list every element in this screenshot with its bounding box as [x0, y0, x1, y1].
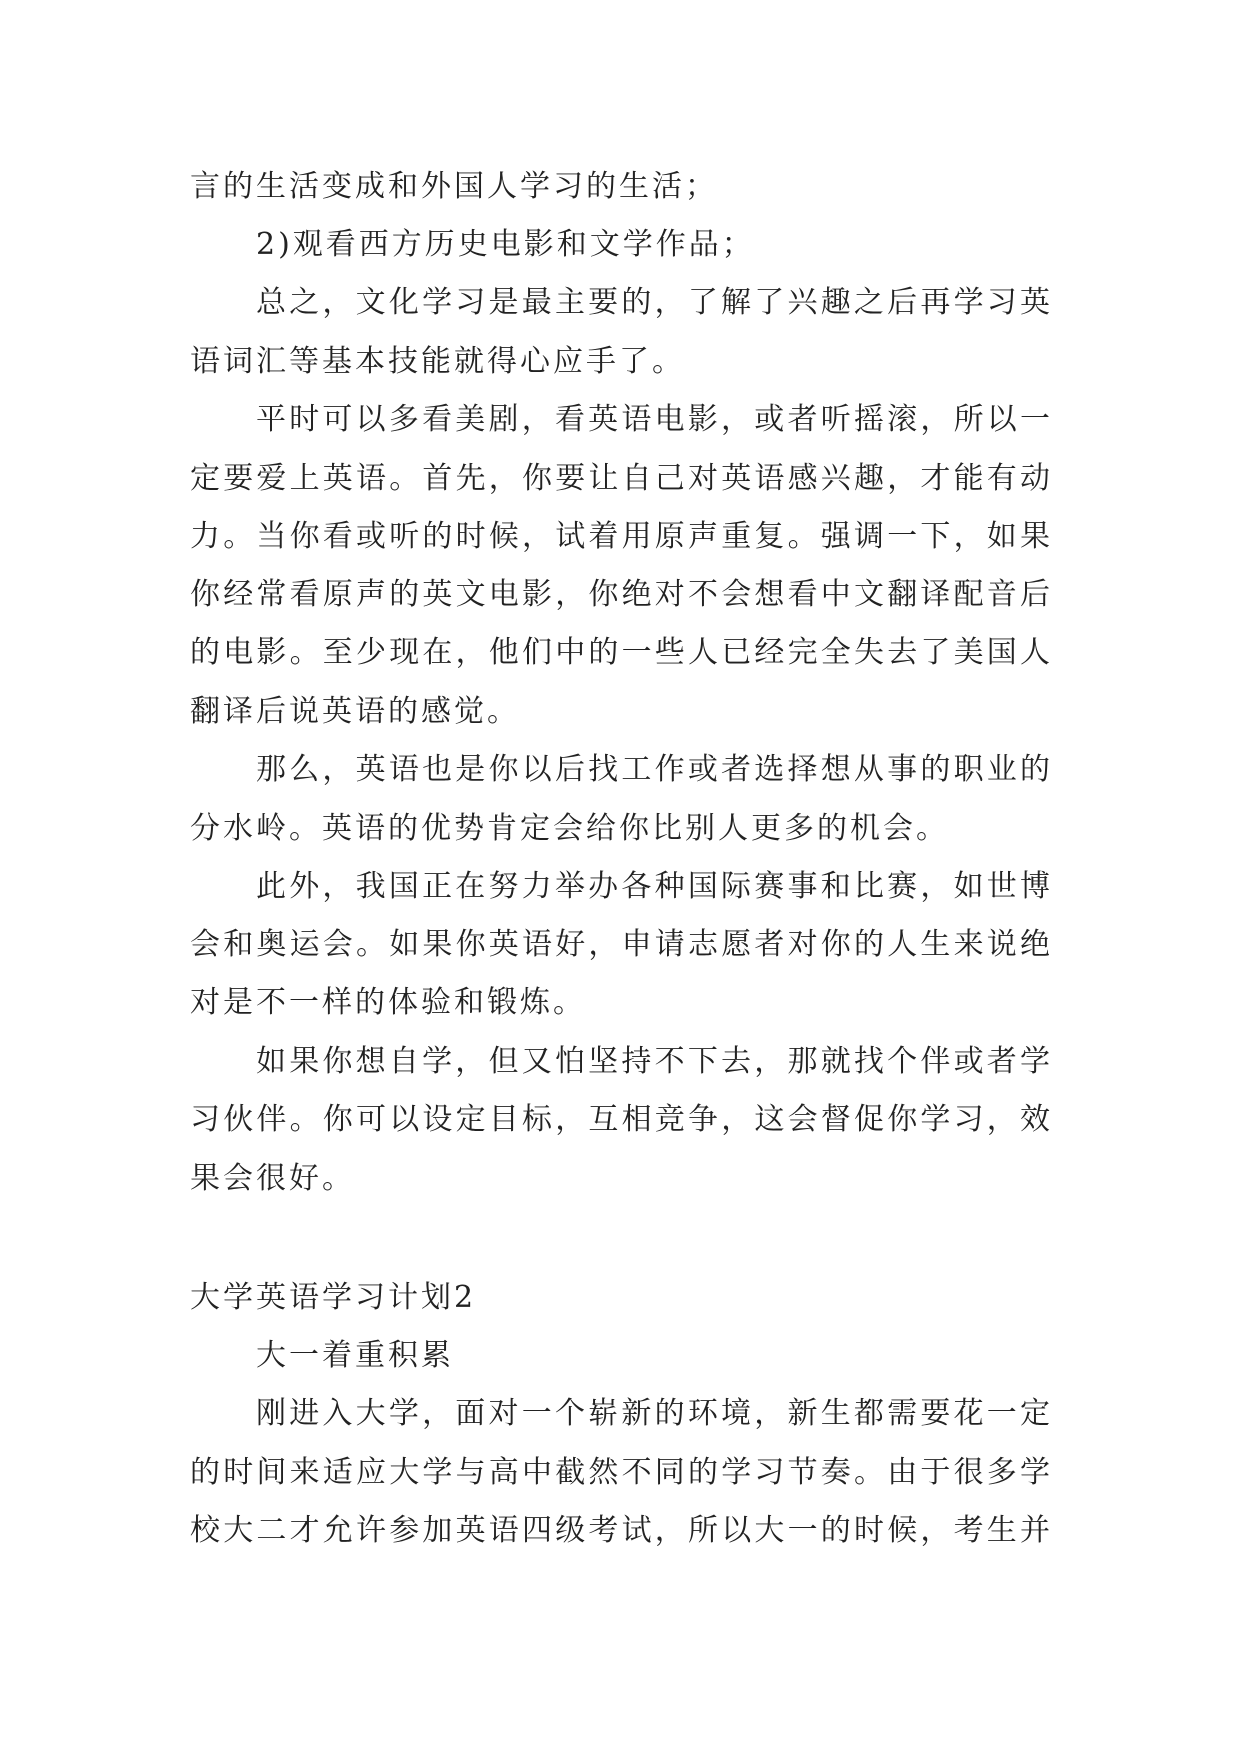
text-line: 此外，我国正在努力举办各种国际赛事和比赛，如世博	[256, 869, 1050, 904]
text-line: 你经常看原声的英文电影，你绝对不会想看中文翻译配音后	[190, 577, 1050, 612]
text-line: 2)观看西方历史电影和文学作品；	[256, 227, 755, 262]
text-line: 定要爱上英语。首先，你要让自己对英语感兴趣，才能有动	[190, 461, 1050, 496]
text-line: 的电影。至少现在，他们中的一些人已经完全失去了美国人	[190, 635, 1050, 670]
text-line: 刚进入大学，面对一个崭新的环境，新生都需要花一定	[256, 1396, 1050, 1431]
text-line: 翻译后说英语的感觉。	[190, 694, 520, 729]
text-line: 分水岭。英语的优势肯定会给你比别人更多的机会。	[190, 811, 949, 846]
text-line: 平时可以多看美剧，看英语电影，或者听摇滚，所以一	[256, 402, 1050, 437]
text-line: 力。当你看或听的时候，试着用原声重复。强调一下，如果	[190, 519, 1050, 554]
text-line: 习伙伴。你可以设定目标，互相竞争，这会督促你学习，效	[190, 1102, 1050, 1137]
text-line: 校大二才允许参加英语四级考试，所以大一的时候，考生并	[190, 1513, 1050, 1548]
text-line: 果会很好。	[190, 1161, 355, 1196]
section-heading: 大学英语学习计划2	[190, 1280, 477, 1315]
text-line: 言的生活变成和外国人学习的生活；	[190, 169, 718, 204]
text-line: 的时间来适应大学与高中截然不同的学习节奏。由于很多学	[190, 1455, 1050, 1490]
text-line: 那么，英语也是你以后找工作或者选择想从事的职业的	[256, 752, 1050, 787]
text-line: 如果你想自学，但又怕坚持不下去，那就找个伴或者学	[256, 1044, 1050, 1079]
text-line: 会和奥运会。如果你英语好，申请志愿者对你的人生来说绝	[190, 927, 1050, 962]
text-line: 总之，文化学习是最主要的，了解了兴趣之后再学习英	[256, 285, 1050, 320]
text-line: 语词汇等基本技能就得心应手了。	[190, 344, 685, 379]
text-line: 对是不一样的体验和锻炼。	[190, 985, 586, 1020]
subheading: 大一着重积累	[256, 1338, 454, 1373]
